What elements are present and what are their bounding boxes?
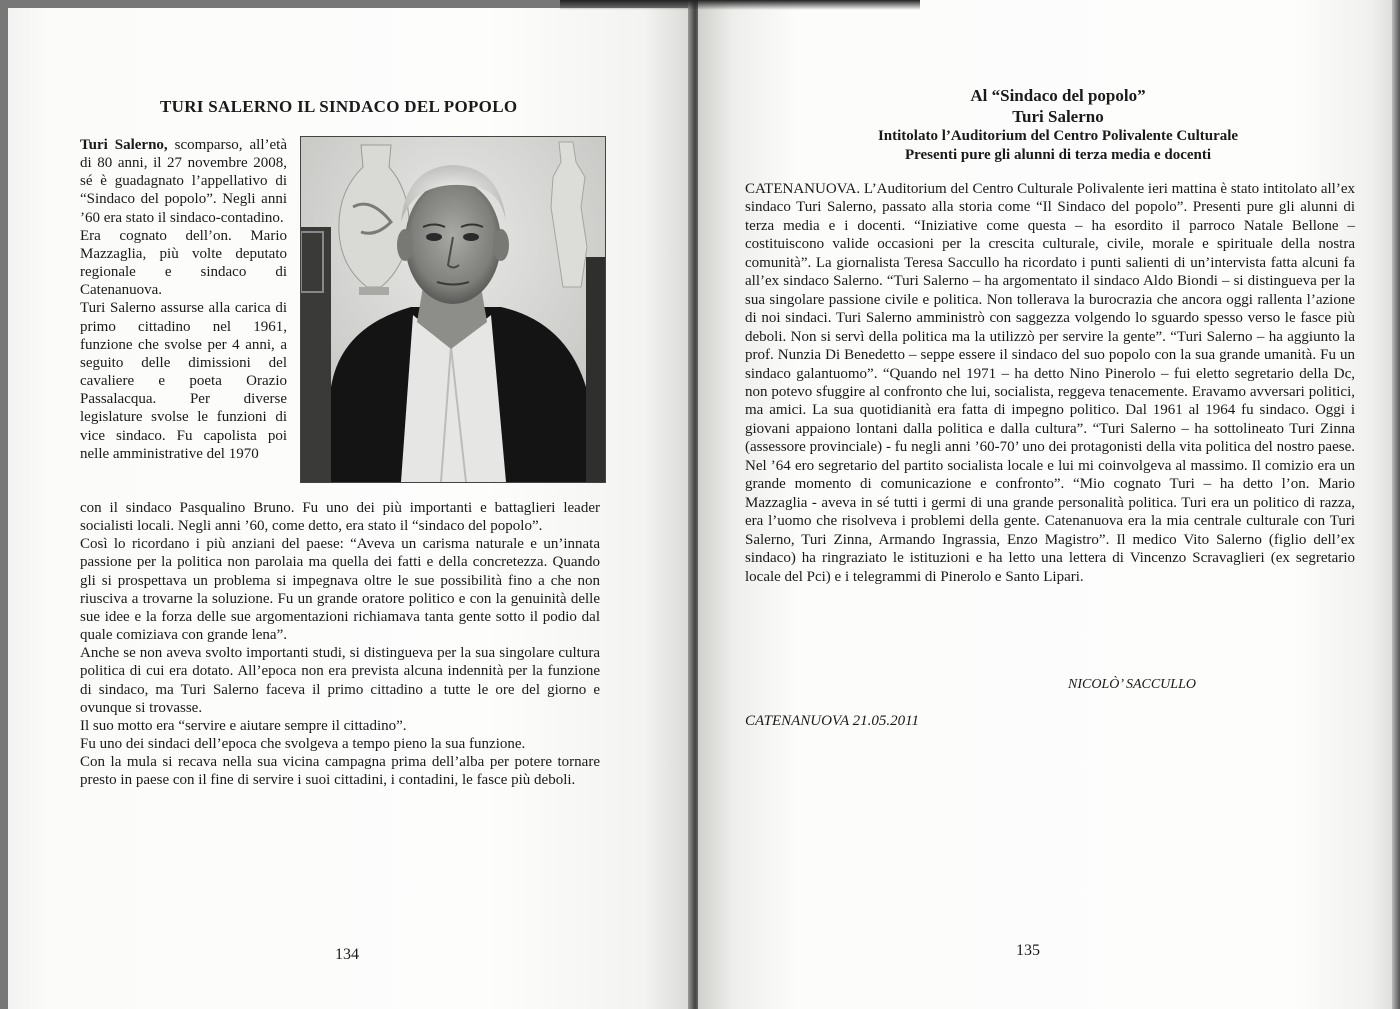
left-page-number: 134 xyxy=(335,946,359,963)
intro-lead-name: Turi Salerno, xyxy=(80,137,168,153)
portrait-photo xyxy=(300,136,606,483)
body-paragraph-5: Fu uno dei sindaci dell’epoca che svolgeva a tempo pieno la sua funzione. xyxy=(80,736,526,753)
intro-column xyxy=(80,136,287,463)
heading-line-1: Al “Sindaco del popolo” xyxy=(970,86,1146,105)
right-edge-shadow xyxy=(1392,0,1400,1009)
body-paragraph-3: Anche se non aveva svolto importanti studi, si distingueva per la sua singolare cultura politica di cui era dotato. All’epoca non era prevista alcuna indennità per la funzione di sindaco, ma Turi Salerno faceva il primo cittadino a tutte le ore del giorno e ovunque si trovasse. xyxy=(80,645,600,716)
article-dateline: CATENANUOVA 21.05.2011 xyxy=(745,713,920,729)
body-paragraph-1: con il sindaco Pasqualino Bruno. Fu uno dei più importanti e battaglieri leader socialisti locali. Negli anni ’60, come detto, era stato il “sindaco del popolo”. xyxy=(80,500,600,535)
article-signature: NICOLÒ’ SACCULLO xyxy=(1068,677,1196,692)
body-paragraph-2: Così lo ricordano i più anziani del paese: “Aveva un carisma naturale e un’innata passione per la politica non parolaia ma quella dei fatti e della concretezza. Quando gli si prospettava un problema si impegnava oltre le sue possibilità fino a che non riusciva a trovarne la soluzione. Fu un grande oratore politico e con la genuinità delle sue idee e la forza delle sue argomentazioni richiamava tanta gente sotto il podio dal quale comiziava con grande lena”. xyxy=(80,536,600,644)
intro-paragraph-2: Era cognato dell’on. Mario Mazzaglia, più volte deputato regionale e sindaco di Catenanuova. xyxy=(80,227,287,299)
heading-line-2: Turi Salerno xyxy=(1012,107,1104,126)
body-paragraph-6: Con la mula si recava nella sua vicina campagna prima dell’alba per potere tornare presto in paese con il fine di servire i suoi cittadini, i contadini, le fasce più deboli. xyxy=(80,754,600,789)
heading-line-4: Presenti pure gli alunni di terza media e docenti xyxy=(904,147,1212,163)
portrait-illustration xyxy=(301,137,605,482)
intro-paragraph-3: Turi Salerno assurse alla carica di primo cittadino nel 1961, funzione che svolse per 4 anni, a seguito delle dimissioni del cavaliere e poeta Orazio Passalacqua. Per diverse legislature svolse le funzioni di vice sindaco. Fu capolista poi nelle amministrative del 1970 xyxy=(80,300,287,462)
heading-line-3: Intitolato l’Auditorium del Centro Polivalente Culturale xyxy=(877,128,1239,144)
intro-text: scomparso, all’età di 80 anni, il 27 novembre 2008, sé è guadagnato l’appellativo di “Sindaco del popolo”. Negli anni ’60 era stato il sindaco-contadino. xyxy=(80,137,287,226)
left-page xyxy=(8,8,692,1009)
body-paragraph-4: Il suo motto era “servire e aiutare sempre il cittadino”. xyxy=(80,717,407,734)
left-page-title: TURI SALERNO IL SINDACO DEL POPOLO xyxy=(160,97,518,116)
left-body-text xyxy=(80,499,600,790)
right-page-number: 135 xyxy=(1016,942,1040,959)
top-shadow xyxy=(560,0,920,10)
article-heading xyxy=(758,85,1358,165)
article-body: CATENANUOVA. L’Auditorium del Centro Culturale Polivalente ieri mattina è stato intitolato all’ex sindaco Turi Salerno, passato alla storia come “Il Sindaco del popolo”. Presenti pure gli alunni di terza media e i docenti. “Iniziative come questa – ha esordito il parroco Natale Bellone – costituiscono valide occasioni per la crescita culturale, civile, morale e spirituale della nostra comunità”. La giornalista Teresa Saccullo ha ricordato i punti salienti di un’intervista fatta alcuni fa all’ex sindaco Salerno. “Turi Salerno – ha argomentato il sindaco Aldo Biondi – si distingueva per la sua singolare passione civile e politica. Non tollerava la burocrazia che ancora oggi rallenta l’azione di noi sindaci. Turi Salerno amministrò con saggezza volgendo lo sguardo spesso verso le fasce più deboli. Non si servì della politica ma la utilizzò per servire la gente”. “Turi Salerno – ha aggiunto la prof. Nunzia Di Benedetto – seppe essere il sindaco del suo popolo con la sua grande umanità. Fu un sindaco galantuomo”. “Quando nel 1971 – ha detto Nino Pinerolo – fui eletto segretario della Dc, non potevo sfuggire al confronto che lui, socialista, reggeva tenacemente. Eravamo avversari politici, ma amici. La sua quotidianità era fatta di impegno politico. Dal 1961 al 1964 fu sindaco. Oggi i giovani appaiono lontani dalla politica e dalla cultura”. “Turi Salerno – ha sottolineato Turi Zinna (assessore provinciale) - fu negli anni ’60-70’ uno dei protagonisti della vita politica del nostro paese. Nel ’64 ero segretario del partito socialista locale e lui mi coinvolgeva al massimo. Il comizio era un grande momento di comunicazione e confronto”. “Mio cognato Turi – ha detto l’on. Mario Mazzaglia - aveva in sé tutti i germi di una grande personalità politica. Turi era un politico di razza, era l’uomo che risolveva i problemi della gente. Catenanuova era la mia centrale culturale con Turi Salerno, Turi Zinna, Armando Ingrassia, Enzo Magistro”. Il medico Vito Salerno (figlio dell’ex sindaco) ha ringraziato le istituzioni e ha letto una lettera di Vincenzo Scravaglieri (ex segretario locale del Pci) e i telegrammi di Pinerolo e Santo Lipari. xyxy=(745,181,1355,585)
intro-paragraph-1 xyxy=(80,136,287,227)
right-page xyxy=(698,0,1400,1009)
